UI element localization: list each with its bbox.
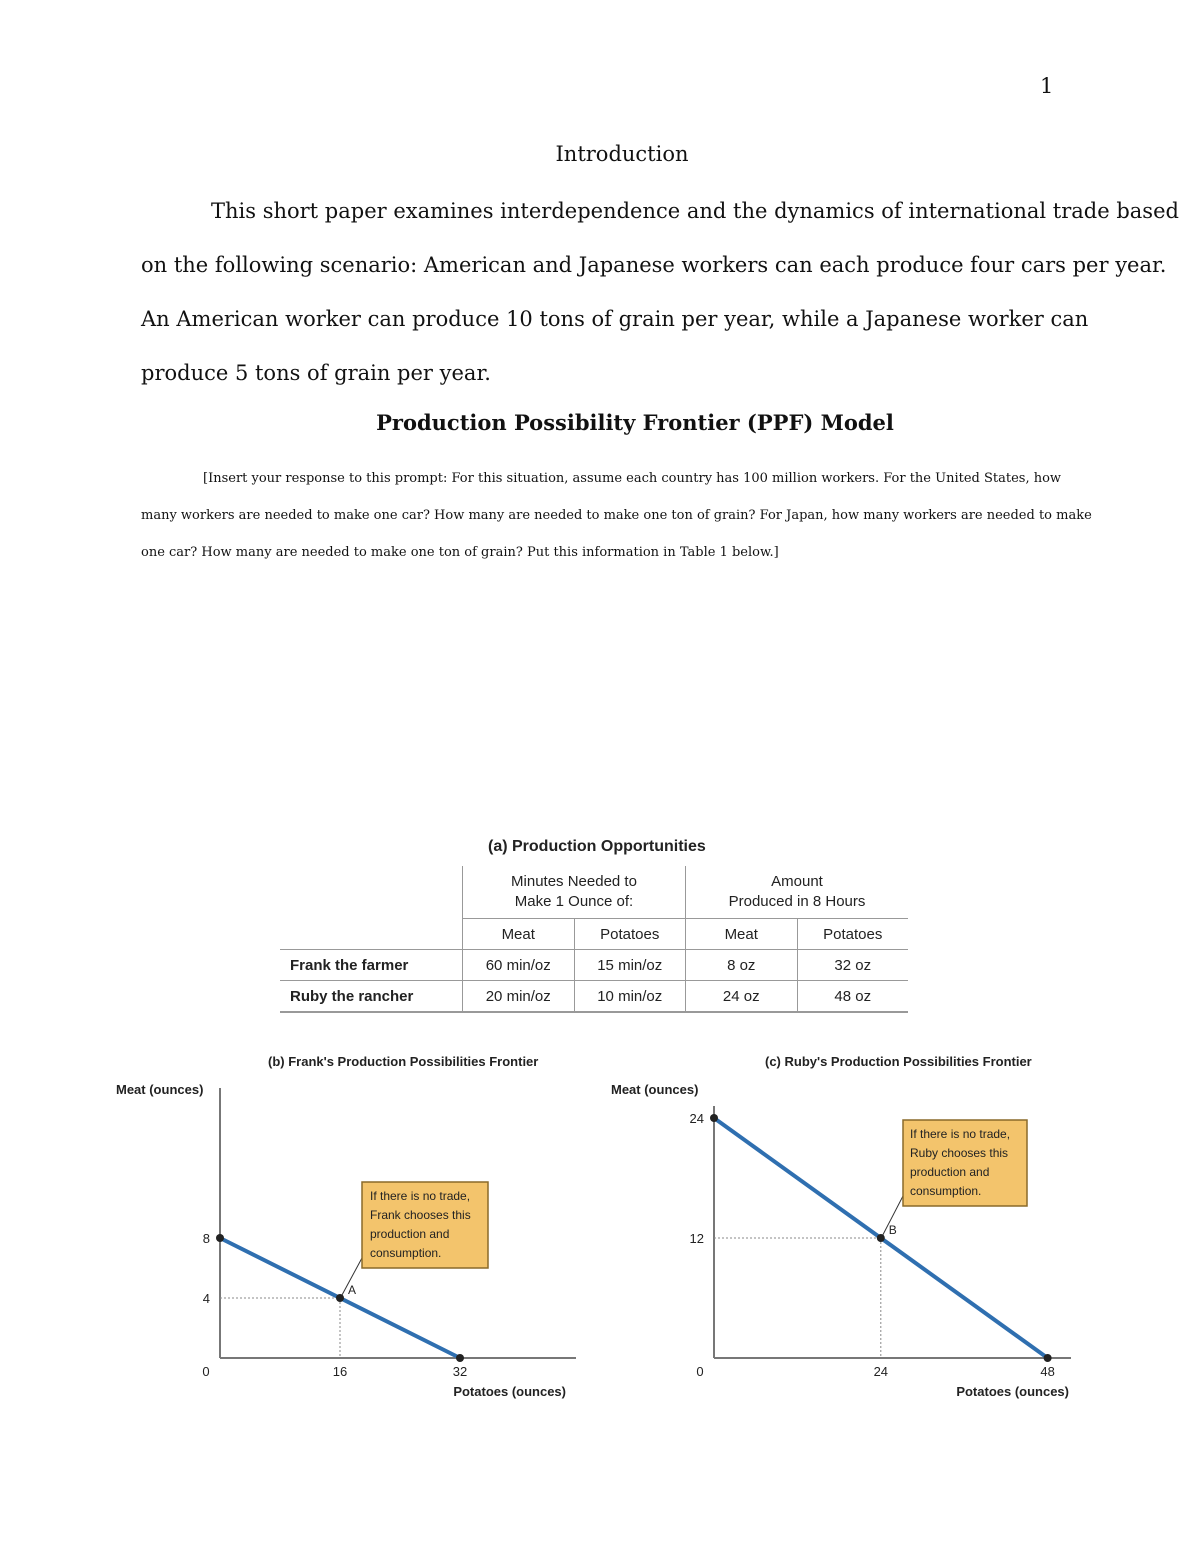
paragraph-line: An American worker can produce 10 tons of grain per year, while a Japanese worker can [141, 307, 1089, 331]
table-column-header-row [280, 919, 908, 950]
table-title: (a) Production Opportunities [488, 838, 706, 855]
table-corner-cell [280, 866, 463, 919]
x-tick-label: 32 [452, 1364, 468, 1379]
endpoint-marker [710, 1114, 718, 1122]
y-axis-label: Meat (ounces) [116, 1082, 204, 1097]
y-tick-label: 4 [202, 1291, 210, 1306]
y-tick-label: 12 [689, 1231, 704, 1246]
frank-ppf-chart [110, 1076, 590, 1406]
callout-line: production and [910, 1165, 990, 1179]
table-cell: 24 oz [686, 981, 798, 1013]
endpoint-marker [216, 1234, 224, 1242]
intro-paragraph [141, 184, 1179, 400]
callout-line: Frank chooses this [370, 1208, 471, 1222]
callout-line: Ruby chooses this [910, 1146, 1009, 1160]
x-tick-label: 24 [873, 1364, 889, 1379]
callout-line: If there is no trade, [370, 1189, 471, 1203]
subheading: Production Possibility Frontier (PPF) Model [376, 410, 894, 435]
prompt-text [141, 460, 1092, 571]
table-group-header-row [280, 866, 908, 919]
x-tick-label: 0 [202, 1364, 210, 1379]
prompt-line: many workers are needed to make one car? How many are needed to make one ton of grain? For Japan, how many workers are needed to make [141, 508, 1092, 523]
table-group-header-line: Minutes Needed to [511, 873, 637, 890]
paragraph-line: This short paper examines interdependence and the dynamics of international trade based [211, 199, 1179, 223]
table-group-header [463, 866, 686, 919]
callout-line: If there is no trade, [910, 1127, 1011, 1141]
x-tick-label: 16 [332, 1364, 348, 1379]
y-tick-label: 24 [689, 1111, 704, 1126]
callout-line: production and [370, 1227, 450, 1241]
chart-title: (c) Ruby's Production Possibilities Frontier [765, 1054, 1032, 1069]
table-group-header [686, 866, 909, 919]
y-tick-label: 8 [202, 1231, 210, 1246]
table-column-header: Meat [463, 919, 575, 950]
table-group-header-line: Make 1 Ounce of: [514, 893, 634, 910]
section-heading: Introduction [555, 142, 689, 166]
table-cell: 60 min/oz [463, 950, 575, 981]
table-row-label: Ruby the rancher [280, 981, 463, 1013]
table-column-header: Potatoes [574, 919, 686, 950]
paragraph-line: on the following scenario: American and Japanese workers can each produce four cars per year. [141, 253, 1167, 277]
table-cell: 48 oz [797, 981, 908, 1013]
table-cell: 32 oz [797, 950, 908, 981]
table-cell: 8 oz [686, 950, 798, 981]
x-tick-label: 48 [1040, 1364, 1055, 1379]
table-row [280, 950, 908, 981]
table-group-header-line: Produced in 8 Hours [728, 893, 866, 910]
point-label: B [888, 1223, 897, 1237]
point-b-marker [877, 1234, 885, 1242]
table-corner-cell [280, 919, 463, 950]
paragraph-line: produce 5 tons of grain per year. [141, 361, 491, 385]
ruby-ppf-chart [605, 1076, 1085, 1406]
callout-line: consumption. [910, 1184, 982, 1198]
callout-line: consumption. [370, 1246, 442, 1260]
point-label: A [348, 1283, 357, 1297]
table-column-header: Meat [686, 919, 798, 950]
x-axis-label: Potatoes (ounces) [453, 1384, 566, 1399]
prompt-line: one car? How many are needed to make one ton of grain? Put this information in Table 1 below.] [141, 545, 779, 560]
table-group-header-line: Amount [771, 873, 823, 890]
table-cell: 15 min/oz [574, 950, 686, 981]
x-tick-label: 0 [696, 1364, 704, 1379]
table-row [280, 981, 908, 1013]
production-table [280, 866, 908, 1013]
table-cell: 20 min/oz [463, 981, 575, 1013]
page-number: 1 [1040, 74, 1054, 98]
point-a-marker [336, 1294, 344, 1302]
prompt-line: [Insert your response to this prompt: For this situation, assume each country has 100 million workers. For the United States, how [203, 471, 1062, 486]
table-cell: 10 min/oz [574, 981, 686, 1013]
table-row-label: Frank the farmer [280, 950, 463, 981]
chart-title: (b) Frank's Production Possibilities Frontier [268, 1054, 539, 1069]
y-axis-label: Meat (ounces) [611, 1082, 699, 1097]
table-column-header: Potatoes [797, 919, 908, 950]
x-axis-label: Potatoes (ounces) [956, 1384, 1069, 1399]
endpoint-marker [1044, 1354, 1052, 1362]
endpoint-marker [456, 1354, 464, 1362]
